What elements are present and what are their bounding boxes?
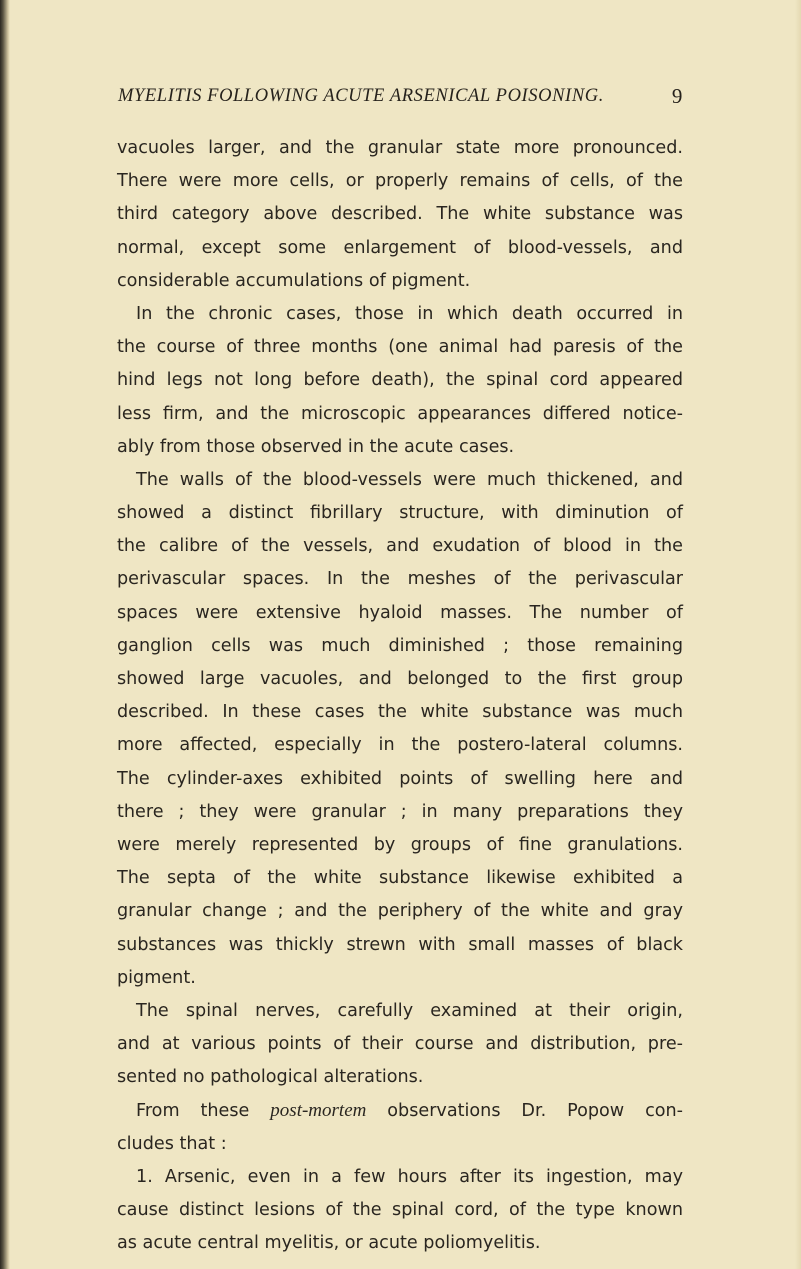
text-line: 1. Arsenic, even in a few hours after its ingestion, may — [136, 1166, 683, 1187]
text-line: showed large vacuoles, and belonged to the first group — [117, 669, 683, 689]
text-line: showed a distinct fibrillary structure, with diminution of — [117, 503, 683, 524]
text-line: There were more cells, or properly remains of cells, of the — [117, 171, 683, 192]
text-line: described. In these cases the white substance was much — [117, 702, 683, 723]
body-text — [117, 132, 683, 1260]
text-line: and at various points of their course and distribution, pre- — [117, 1034, 683, 1055]
text-line: less firm, and the microscopic appearances differed notice- — [117, 403, 683, 424]
page-number: 9 — [671, 84, 683, 108]
text-line: substances was thickly strewn with small masses of black — [117, 934, 683, 955]
text-line: considerable accumulations of pigment. — [117, 270, 471, 291]
text-line: hind legs not long before death), the spinal cord appeared — [117, 370, 683, 391]
text-line: pigment. — [117, 967, 196, 988]
text-line: cause distinct lesions of the spinal cord, of the type known — [117, 1200, 683, 1220]
text-line: granular change ; and the periphery of the white and gray — [117, 901, 683, 922]
text-line: were merely represented by groups of fine granulations. — [117, 834, 683, 855]
running-title: MYELITIS FOLLOWING ACUTE ARSENICAL POISONING. — [118, 86, 604, 106]
text-line: cludes that : — [117, 1133, 227, 1154]
text-segment: observations Dr. Popow con- — [366, 1101, 684, 1122]
text-line: as acute central myelitis, or acute poliomyelitis. — [117, 1233, 541, 1254]
text-line: the course of three months (one animal had paresis of the — [117, 337, 683, 358]
text-line: third category above described. The white substance was — [117, 204, 683, 225]
running-header — [118, 86, 683, 110]
text-line: there ; they were granular ; in many preparations they — [117, 801, 683, 822]
page-edge — [795, 0, 801, 1269]
text-line: The spinal nerves, carefully examined at their origin, — [136, 1000, 683, 1021]
text-line: ably from those observed in the acute cases. — [117, 436, 515, 457]
text-line: The septa of the white substance likewise exhibited a — [117, 868, 683, 889]
text-line: normal, except some enlargement of blood-vessels, and — [117, 237, 683, 258]
text-segment: From these — [136, 1101, 271, 1122]
text-line: vacuoles larger, and the granular state more pronounced. — [117, 138, 683, 158]
text-line: perivascular spaces. In the meshes of the perivascular — [117, 569, 683, 590]
text-line: spaces were extensive hyaloid masses. The number of — [117, 602, 683, 623]
text-line: the calibre of the vessels, and exudation of blood in the — [117, 536, 683, 557]
text-line: The walls of the blood-vessels were much thickened, and — [136, 469, 683, 490]
text-line-popow — [117, 1094, 683, 1127]
text-line: In the chronic cases, those in which death occurred in — [136, 303, 683, 324]
text-line: ganglion cells was much diminished ; those remaining — [117, 635, 683, 656]
binding-gutter — [0, 0, 10, 1269]
text-line: sented no pathological alterations. — [117, 1067, 424, 1088]
italic-term: post-mortem — [270, 1100, 367, 1122]
text-line: The cylinder-axes exhibited points of swelling here and — [117, 768, 683, 789]
text-line: more affected, especially in the postero-lateral columns. — [117, 735, 683, 756]
